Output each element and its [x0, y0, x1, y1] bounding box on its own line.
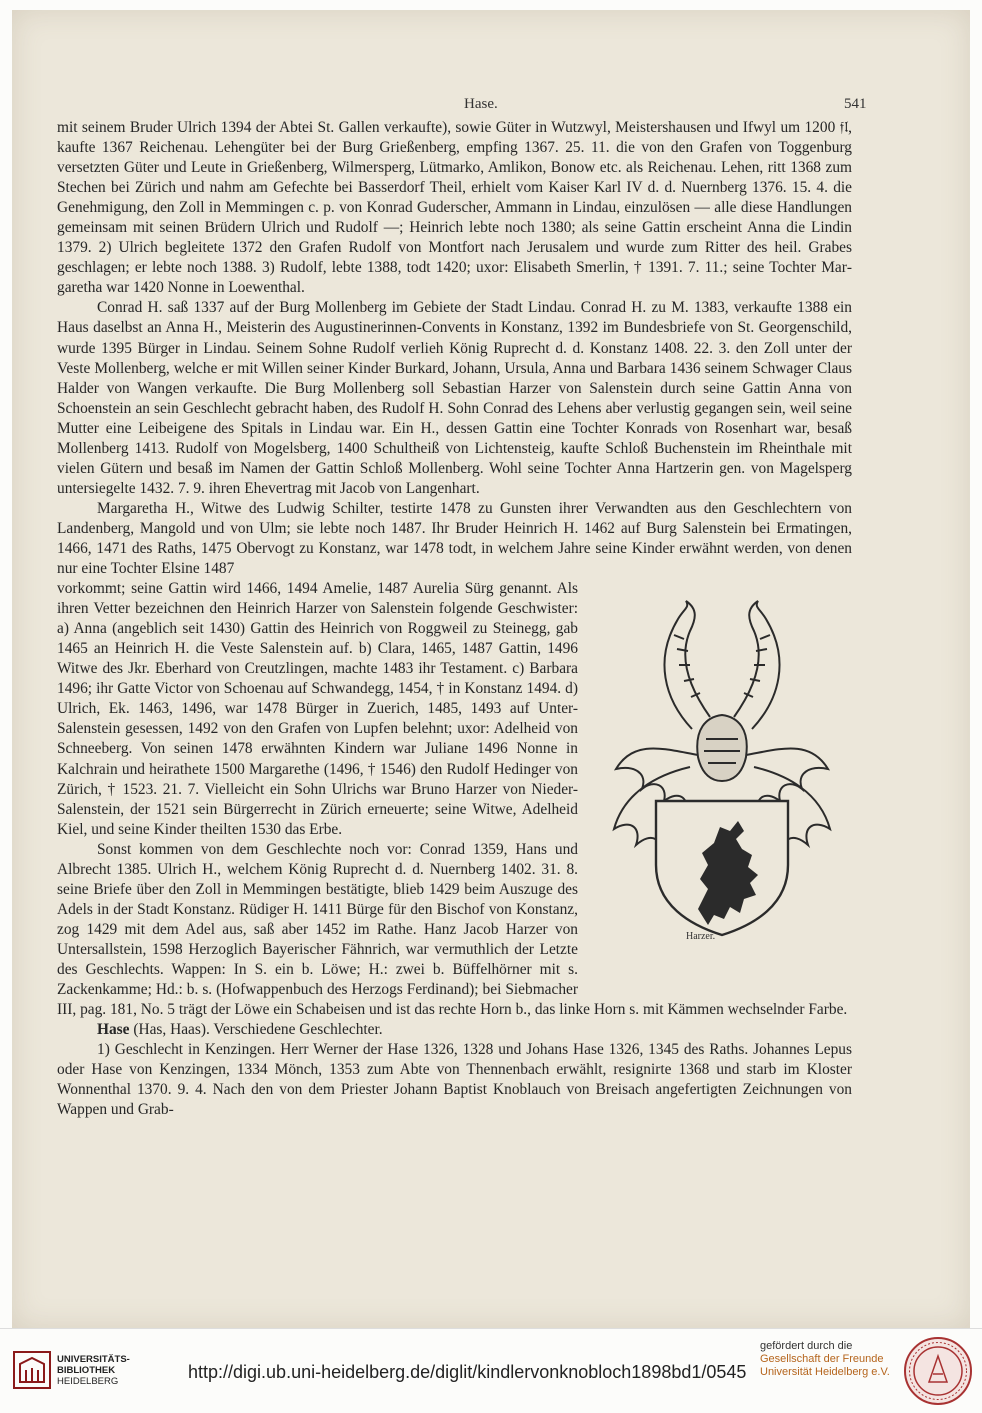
university-library-name — [57, 1354, 130, 1387]
paragraph: Conrad H. saß 1337 auf der Burg Mollenberg im Gebiete der Stadt Lindau. Conrad H. zu M. 1383, verkaufte 1388 ein Haus daselbst an Anna H., Meisterin des Augustinerinnen-Convents in Konstanz, 1392 im Bundesbriefe von St. Georgenschild, wurde 1395 Bürger in Lindau. Seinem Sohne Rudolf verlieh König Ruprecht d. d. Konstanz 1408. 22. 3. den Zoll unter der Veste Mollenberg, welche er mit Willen seiner Kinder Burkard, Johann, Ursula, Anna und Barbara 1436 seinem Schwager Claus Halder von Wangen verkaufte. Die Burg Mollenberg soll Sebastian Harzer von Salenstein durch seine Gattin Anna von Schoenstein an sein Geschlecht gebracht haben, des Rudolf H. Sohn Conrad des Lehens aber verlustig gegangen sein, weil seine Mutter eine Leibeigene des Spitals in Lindau war. Ein H., dessen Gattin eine Tochter Konrads von Rosenhart war, besaß Mollenberg 1413. Rudolf von Mogelsberg, 1400 Schultheiß von Lichtensteig, kaufte Schloß Buchenstein im Rheinthale mit vielen Gütern und besaß im Namen der Gattin Schloß Mollenberg. Wohl seine Tochter Anna Hartzerin gen. von Magelsperg untersiegelte 1432. 7. 9. ihren Ehevertrag mit Jacob von Langenhart. — [57, 299, 852, 497]
sponsor-line: Gesellschaft der Freunde — [760, 1353, 884, 1365]
paragraph: vorkommt; seine Gattin wird 1466, 1494 Amelie, 1487 Aurelia Sürg genannt. Als ihren Vetter bezeichnen den Heinrich Harzer von Salenstein folgende Geschwister: a) Anna (angeblich seit 1430) Gattin des Heinrich von Roggweil zu Steinegg, gab 1465 an Heinrich H. die Veste Salenstein auf. b) Clara, 1465, 1487 Gattin, 1496 Witwe des Jkr. Eberhard von Creutzlingen, machte 1483 ihr Testament. c) Barbara 1496; ihr Gatte Victor von Schoenau auf Schwandegg, 1454, † in Konstanz 1494. d) Ulrich, Ek. 1463, 1496, war 1478 Bürger in Zuerich, 1485, 1493 auf Unter-Salenstein gesessen, 1492 von den Grafen von Lupfen belehnt; uxor: Adelheid von Schneeberg. Von seinen 1478 erwähnten Kindern war Juliane 1496 Nonne in Kalchrain und heirathete 1500 Margarethe (1496, † 1546) den Rudolf Hedinger von Zürich, † 1523. 21. 7. Vielleicht ein Sohn Ulrichs war Bruno Harzer von Nieder-Salenstein, der 1521 sein Bürgerrecht in Zürich erneuerte; seine Witwe, Adelheid Kiel, und seine Kinder theilten 1530 das Erbe. — [57, 580, 578, 838]
page-number: 541 — [844, 96, 867, 112]
digitization-url-link[interactable]: http://digi.ub.uni-heidelberg.de/diglit/kindlervonknobloch1898bd1/0545 — [188, 1362, 747, 1382]
harzer-coat-of-arms-icon — [594, 579, 852, 939]
headword-intro: (Has, Haas). Verschiedene Geschlechter. — [129, 1021, 383, 1039]
university-library-logo-icon — [12, 1350, 52, 1390]
paragraph: Margaretha H., Witwe des Ludwig Schilter, testirte 1478 zu Gunsten ihrer Verwandten aus den Geschlechtern von Landenberg, Mangold und von Ulm; sie lebte noch 1487. Ihr Bruder Heinrich H. 1462 auf Burg Salenstein bei Ermatingen, 1466, 1471 des Raths, 1475 Obervogt zu Konstanz, war 1478 todt, in welchem Jahre seine Kinder erwähnt werden, von denen nur eine Tochter Elsine 1487 — [57, 499, 852, 578]
sponsor-block — [760, 1340, 890, 1379]
paragraph: Sonst kommen von dem Geschlechte noch vor: Conrad 1359, Hans und Albrecht 1385. Ulrich H., welchem König Ruprecht d. d. Nuernberg 1402. 31. 8. seine Briefe über den Zoll in Memmingen bestätigte, blieb 1429 beim Auszuge des Adels in der Stadt Konstanz. Rüdiger H. 1411 Bürge für den Bischof von Konstanz, zog 1429 mit dem Adel aus, saß aber 1452 im Rathe. Hanz Jacob Harzer von Untersallstein, 1598 Herzoglich Bayerischer Fähnrich, war vermuthlich der Letzte des Geschlechts. Wappen: In S. ein b. Löwe; H.: zwei b. Büffelhörner mit s. Zackenkamme; Hd.: b. s. (Hofwappenbuch des Herzogs Ferdinand); bei Siebmacher III, pag. 181, No. 5 trägt der Löwe ein Schabeisen und ist das rechte Horn b., das linke Horn s. mit Kämmen wechselnder Farbe. — [57, 840, 848, 1019]
running-title: Hase. — [464, 96, 498, 112]
footer — [0, 1328, 982, 1413]
university-seal-icon — [903, 1336, 973, 1406]
paragraph: mit seinem Bruder Ulrich 1394 der Abtei St. Gallen verkaufte), sowie Güter in Wutzwyl, Meistershausen und Ifwyl um 1200 𝔣𝔩, kaufte 1367 Reichenau. Lehengüter bei der Burg Grießenberg, empfing 1367. 25. 11. die von den Grafen von Toggenburg versetzten Güter und Leute in Grießenberg, Wilmersperg, Lütmarko, Amlikon, Bonow etc. als Reichenau. Lehen, ritt 1368 zum Stechen bei Zürich und nahm am Gefechte bei Basserdorf Theil, erhielt vom Kaiser Karl IV d. d. Nuernberg 1376. 15. 4. die Genehmigung, den Zoll in Memmingen c. p. von Konrad Guderscher, Ammann in Lindau, einzulösen — alle diese Handlungen gemeinsam mit seinen Brüdern Ulrich und Rudolf —; Heinrich lebte noch 1380; als seine Gattin erscheint Anna die Lindin 1379. 2) Ulrich begleitete 1372 den Grafen Rudolf von Montfort nach Jerusalem und wurde zum Ritter des heil. Grabes geschlagen; er lebte noch 1388. 3) Rudolf, lebte 1388, todt 1420; uxor: Elisabeth Smerlin, † 1391. 7. 11.; seine Tochter Margaretha war 1420 Nonne in Loewenthal. — [57, 119, 852, 297]
headword: Hase — [97, 1021, 130, 1039]
figure-caption: Harzer. — [686, 931, 716, 943]
sponsor-line: Universität Heidelberg e.V. — [760, 1366, 890, 1378]
hase-entry-heading — [57, 1020, 852, 1040]
body-text — [57, 118, 852, 1120]
university-line: BIBLIOTHEK — [57, 1365, 116, 1376]
coat-of-arms-figure — [594, 579, 852, 983]
paragraph: 1) Geschlecht in Kenzingen. Herr Werner der Hase 1326, 1328 und Johans Hase 1326, 1345 des Raths. Johannes Lepus oder Hase von Kenzingen, 1334 Mönch, 1353 zum Abte von Thennenbach erwählt, resignirte 1368 und starb im Kloster Wonnenthal 1370. 9. 4. Nach den von dem Priester Johann Baptist Knoblauch von Breisach angefertigten Zeichnungen von Wappen und Grab- — [57, 1041, 852, 1119]
sponsor-label: gefördert durch die — [760, 1340, 853, 1352]
university-line: UNIVERSITÄTS- — [57, 1354, 130, 1365]
university-line: HEIDELBERG — [57, 1376, 119, 1387]
footer-divider — [0, 1328, 982, 1329]
